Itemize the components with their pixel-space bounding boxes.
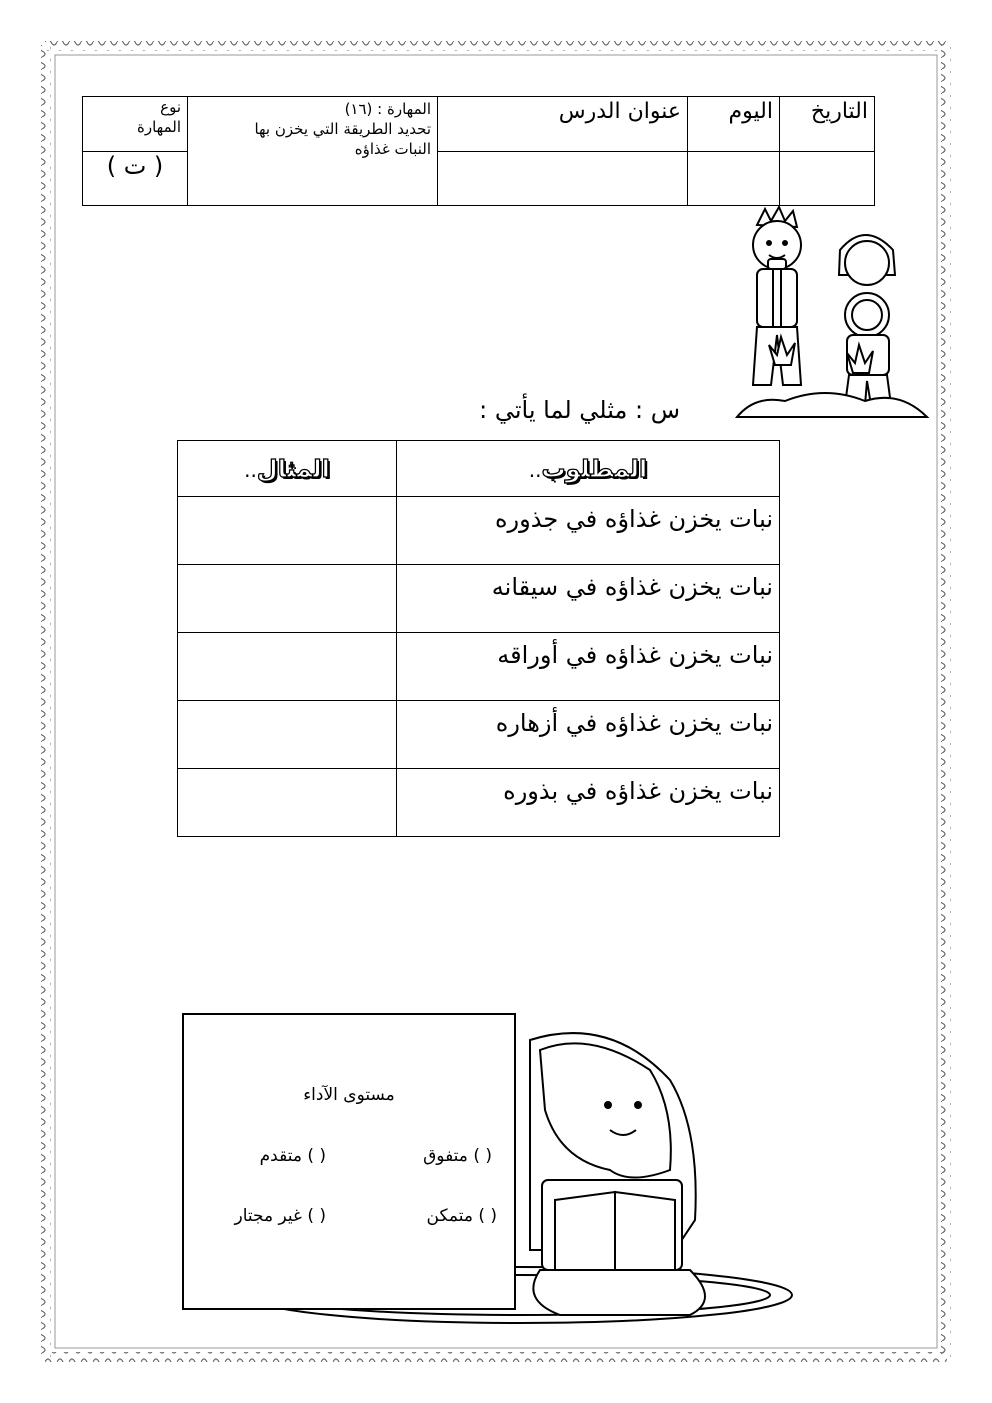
option-not-passed[interactable]: ( ) غير مجتار [234, 1206, 326, 1226]
col-example-dots: .. [244, 457, 257, 482]
skill-type-label-line2: المهارة [137, 118, 181, 136]
skill-type-cell [83, 97, 188, 152]
date-label: التاريخ [780, 97, 875, 152]
col-example-label: المثال [256, 454, 330, 483]
option-proficient[interactable]: ( ) متمكن [426, 1206, 497, 1226]
skill-desc-line1: تحديد الطريقة التي يخزن بها [254, 120, 431, 138]
table-row [178, 565, 780, 633]
example-answer-field[interactable] [178, 701, 397, 769]
example-answer-field[interactable] [178, 769, 397, 837]
required-cell: نبات يخزن غذاؤه في بذوره [397, 769, 780, 837]
lesson-title-label: عنوان الدرس [438, 97, 688, 152]
required-cell: نبات يخزن غذاؤه في أزهاره [397, 701, 780, 769]
skill-cell [188, 97, 438, 206]
skill-desc-line2: النبات غذاؤه [354, 140, 431, 158]
skill-label: المهارة : (١٦) [344, 100, 431, 118]
option-excellent[interactable]: ( ) متفوق [423, 1146, 492, 1166]
example-answer-field[interactable] [178, 633, 397, 701]
col-required-dots: .. [528, 457, 542, 482]
required-cell: نبات يخزن غذاؤه في جذوره [397, 497, 780, 565]
col-example-header [178, 441, 397, 497]
day-label: اليوم [688, 97, 780, 152]
example-answer-field[interactable] [178, 565, 397, 633]
lesson-title-field[interactable] [438, 152, 688, 206]
required-cell: نبات يخزن غذاؤه في سيقانه [397, 565, 780, 633]
example-answer-field[interactable] [178, 497, 397, 565]
table-row [178, 633, 780, 701]
question-prompt: س : مثلي لما يأتي : [479, 396, 680, 424]
skill-type-value: ( ت ) [83, 152, 188, 206]
option-advanced[interactable]: ( ) متقدم [259, 1146, 326, 1166]
header-table [82, 96, 875, 206]
skill-type-label-line1: نوع [160, 98, 181, 116]
date-field[interactable] [780, 152, 875, 206]
table-row [178, 769, 780, 837]
table-row [178, 701, 780, 769]
col-required-label: المطلوب [541, 454, 648, 483]
col-required-header [397, 441, 780, 497]
day-field[interactable] [688, 152, 780, 206]
required-cell: نبات يخزن غذاؤه في أوراقه [397, 633, 780, 701]
performance-box [182, 1013, 516, 1310]
kids-gardening-illustration [735, 205, 930, 430]
examples-table [177, 440, 780, 837]
table-row [178, 497, 780, 565]
performance-title: مستوى الآداء [303, 1085, 395, 1105]
